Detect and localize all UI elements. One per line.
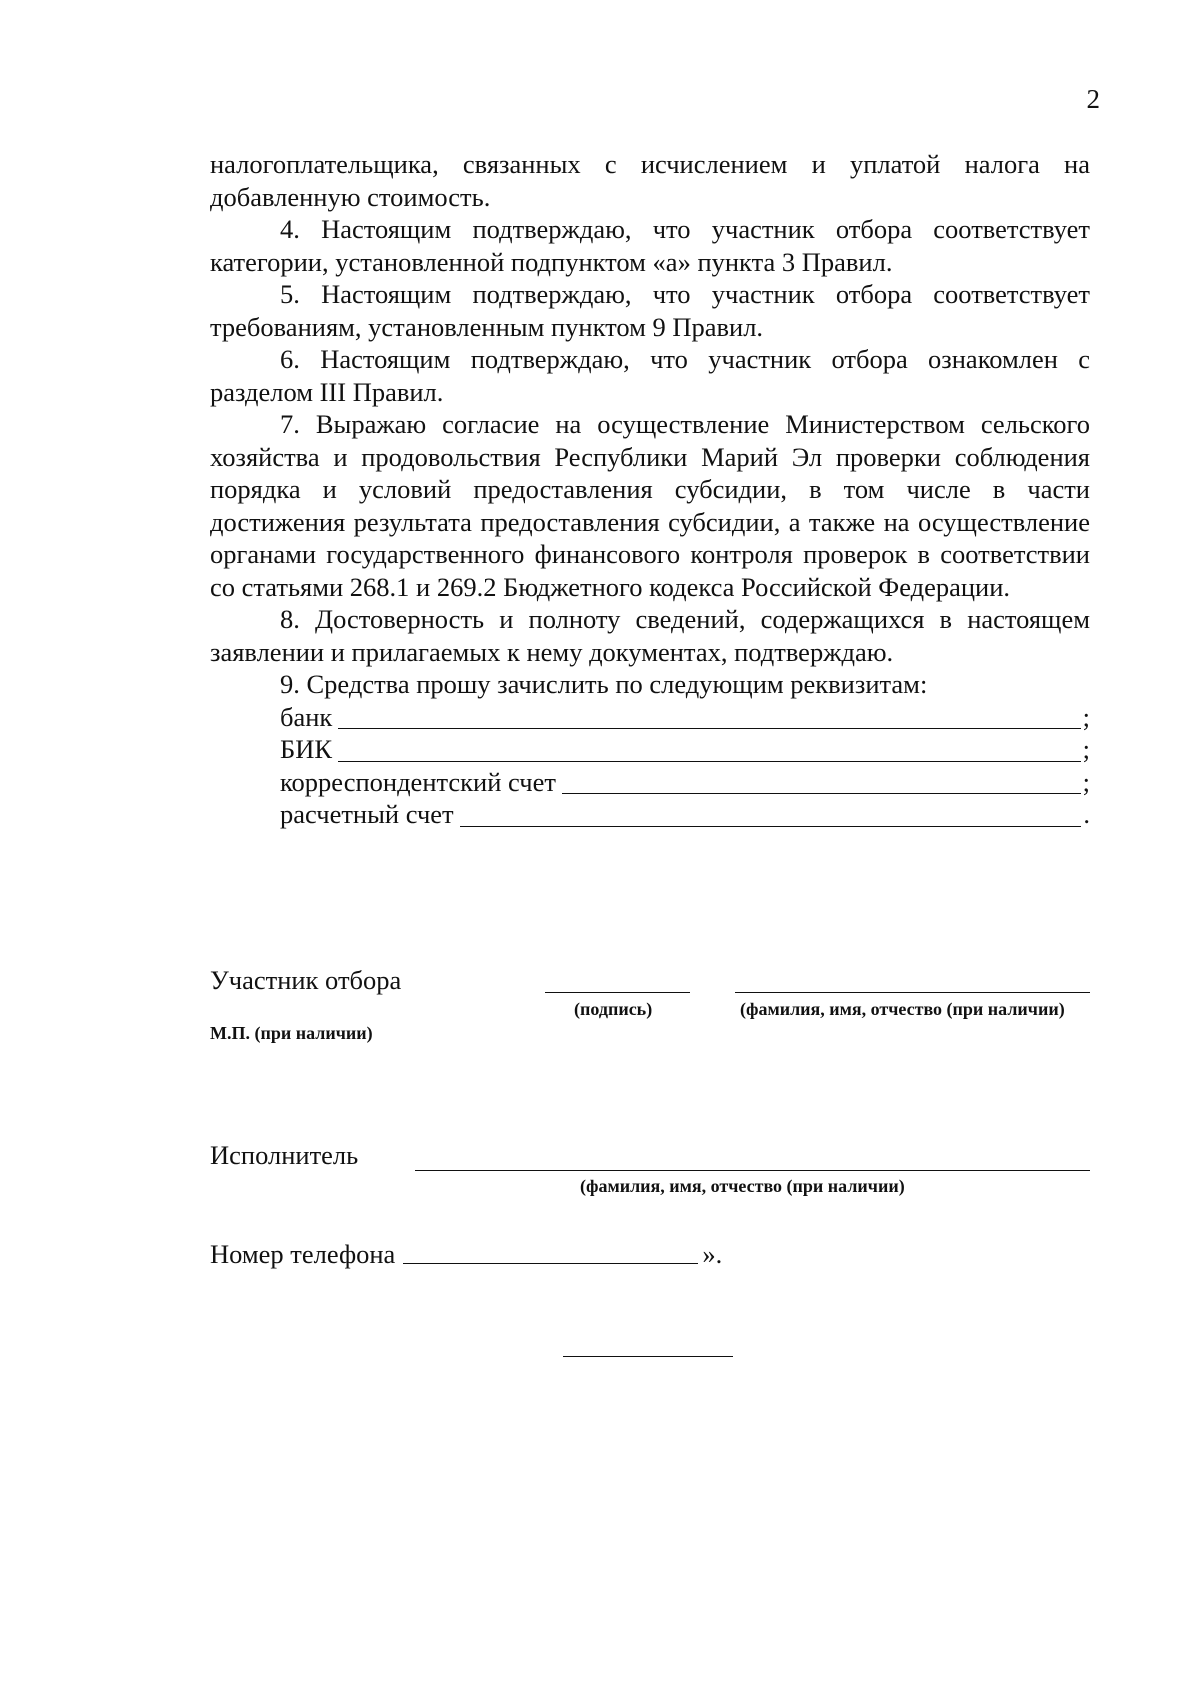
page-number: 2 (1086, 84, 1100, 114)
body-text (210, 148, 1090, 831)
signature-line (545, 992, 690, 993)
requisite-blank-line (338, 706, 1080, 729)
requisite-end: ; (1082, 766, 1090, 797)
phone-blank-line (403, 1241, 698, 1264)
paragraph-5: 5. Настоящим подтверждаю, что участник отбора соответствует требованиям, установленным пунктом 9 Правил. (210, 279, 1090, 342)
executor-name-caption: (фамилия, имя, отчество (при наличии) (580, 1176, 905, 1196)
paragraph-4: 4. Настоящим подтверждаю, что участник отбора соответствует категории, установленной подпунктом «а» пункта 3 Правил. (210, 214, 1090, 277)
paragraph-continuation: налогоплательщика, связанных с исчислением и уплатой налога на добавленную стоимость. (210, 149, 1090, 212)
signature-caption: (подпись) (574, 999, 653, 1019)
requisite-settlement-account (280, 798, 1090, 831)
requisite-blank-line (562, 771, 1081, 794)
participant-signature-block (210, 965, 1090, 1065)
name-caption: (фамилия, имя, отчество (при наличии) (740, 999, 1065, 1019)
phone-label: Номер телефона (210, 1239, 396, 1269)
requisite-blank-line (338, 739, 1081, 762)
requisite-label: банк (280, 701, 333, 732)
requisite-end: ; (1082, 734, 1090, 764)
stamp-label: М.П. (при наличии) (210, 1023, 373, 1043)
requisite-label: расчетный счет (280, 799, 454, 829)
requisite-end: ; (1082, 701, 1090, 732)
requisite-blank-line (460, 804, 1082, 827)
participant-label: Участник отбора (210, 965, 402, 995)
requisite-bank (280, 701, 1090, 734)
paragraph-8: 8. Достоверность и полноту сведений, содержащихся в настоящем заявлении и прилагаемых к нему документах, подтверждаю. (210, 604, 1090, 667)
phone-end: ». (702, 1239, 723, 1269)
paragraph-7: 7. Выражаю согласие на осуществление Министерством сельского хозяйства и продовольствия Республики Марий Эл проверки соблюдения порядка и условий предоставления субсидии, в том числе в части достижения результата предоставления субсидии, а также на осуществление органами государственного финансового контроля проверок в соответствии со статьями 268.1 и 269.2 Бюджетного кодекса Российской Федерации. (210, 409, 1090, 602)
paragraph-9: 9. Средства прошу зачислить по следующим реквизитам: (280, 669, 928, 699)
name-line (735, 992, 1090, 993)
requisite-label: БИК (280, 734, 333, 764)
executor-name-line (415, 1170, 1090, 1171)
phone-block (210, 1230, 1090, 1270)
closing-rule (563, 1356, 733, 1357)
requisite-corr-account (280, 766, 1090, 799)
requisite-bik (280, 733, 1090, 766)
executor-block (210, 1140, 1090, 1220)
requisite-label: корреспондентский счет (280, 766, 556, 797)
executor-label: Исполнитель (210, 1140, 359, 1170)
paragraph-6: 6. Настоящим подтверждаю, что участник отбора ознакомлен с разделом III Правил. (210, 344, 1090, 407)
requisite-end: . (1083, 799, 1090, 829)
